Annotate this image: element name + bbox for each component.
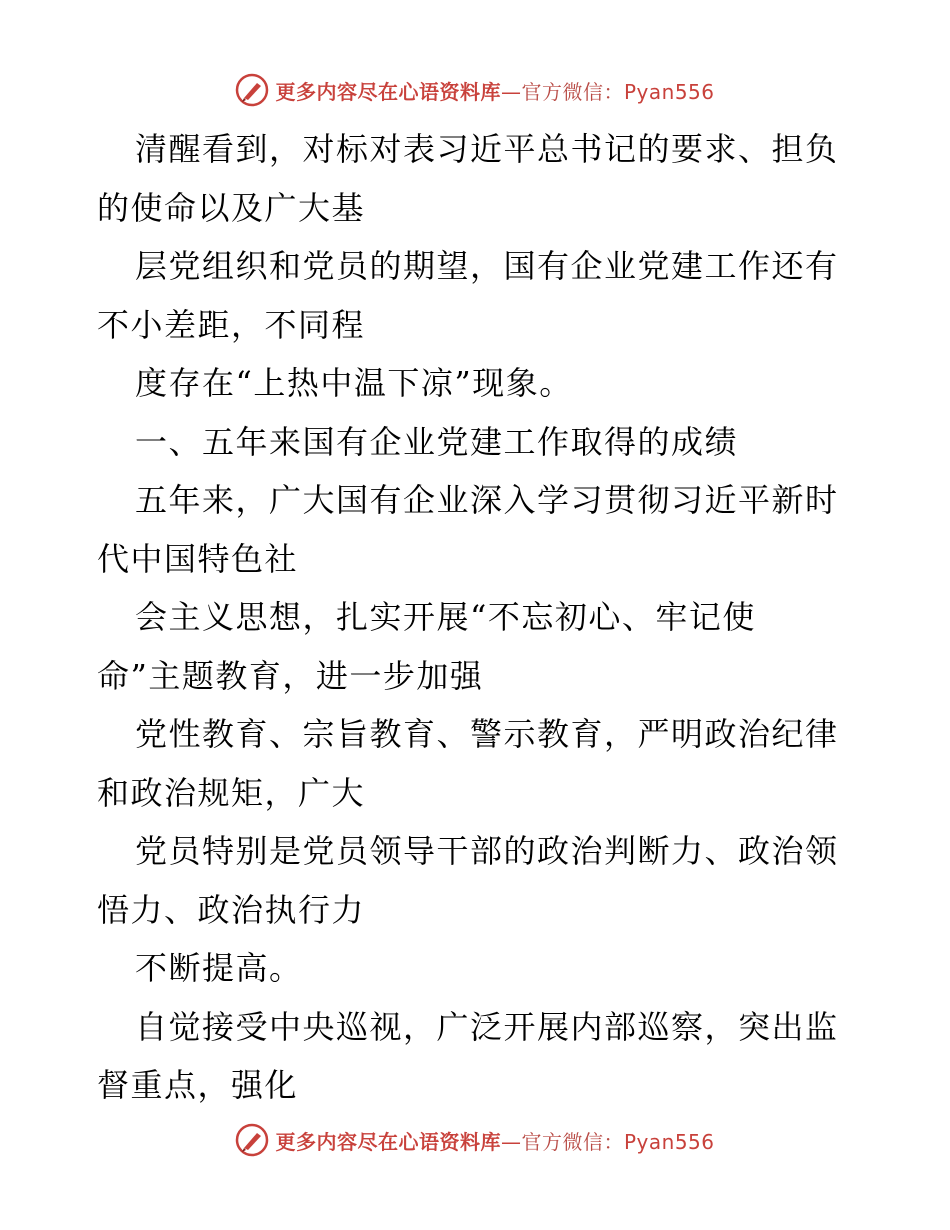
text-line: 层党组织和党员的期望，国有企业党建工作还有 [135,247,839,285]
header-watermark [0,70,950,110]
footer-watermark [0,1120,950,1160]
document-body [97,120,857,1115]
text-line: 督重点，强化 [97,1066,299,1104]
text-line: 会主义思想，扎实开展“不忘初心、牢记使 [135,598,756,636]
watermark-text: 更多内容尽在心语资料库—官方微信：Pyan556 [275,1129,715,1154]
text-line: 的使命以及广大基 [97,188,366,227]
text-line: 和政治规矩，广大 [97,773,366,812]
text-line: 命”主题教育，进一步加强 [97,656,484,695]
text-line: 度存在“上热中温下凉”现象。 [135,364,573,402]
text-line: 悟力、政治执行力 [97,890,366,929]
pen-logo-icon [235,73,269,107]
text-line: 代中国特色社 [97,539,299,578]
text-line: 不断提高。 [135,949,303,987]
text-line: 党员特别是党员领导干部的政治判断力、政治领 [135,832,839,870]
text-line: 一、五年来国有企业党建工作取得的成绩 [135,422,739,461]
text-line: 党性教育、宗旨教育、警示教育，严明政治纪律 [135,715,839,753]
text-line: 不小差距，不同程 [97,305,366,344]
text-line: 五年来，广大国有企业深入学习贯彻习近平新时 [135,481,839,519]
pen-logo-icon [235,1123,269,1157]
watermark-text: 更多内容尽在心语资料库—官方微信：Pyan556 [275,79,715,104]
text-line: 清醒看到，对标对表习近平总书记的要求、担负 [135,130,839,168]
text-line: 自觉接受中央巡视，广泛开展内部巡察，突出监 [135,1007,839,1046]
